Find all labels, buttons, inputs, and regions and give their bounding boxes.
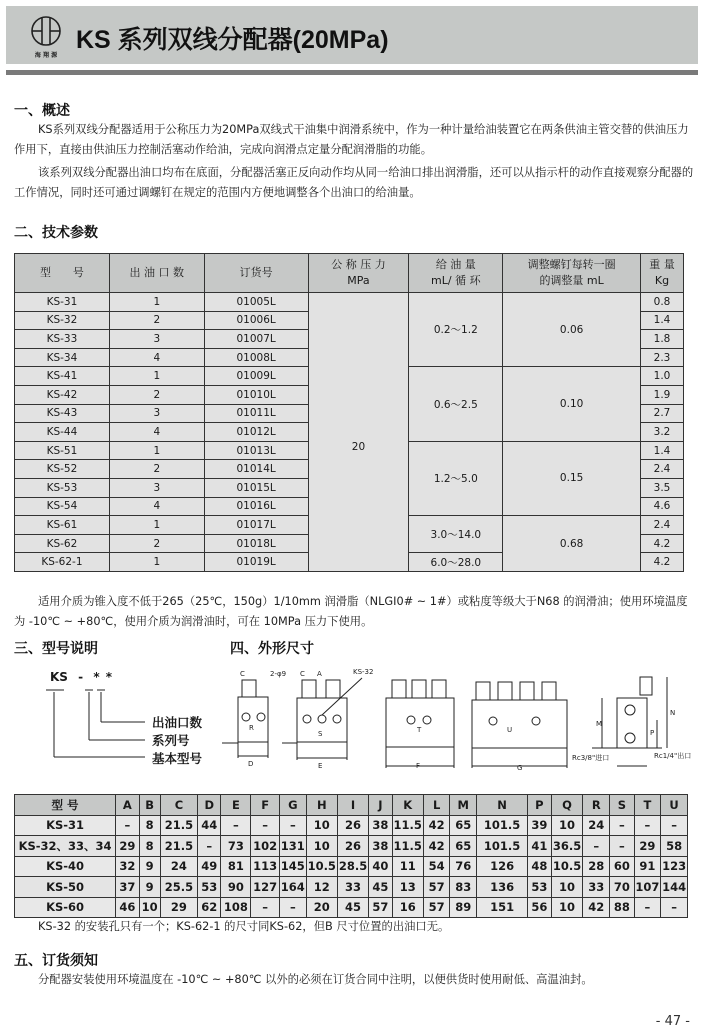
dimension-drawings <box>222 660 704 772</box>
logo-caption: 海 翔 源 <box>34 52 58 59</box>
cell-order-no: 01014L <box>204 460 308 479</box>
weight-unit: Kg <box>654 274 670 287</box>
dim-cell-value: 45 <box>337 897 368 918</box>
dim-table-row <box>15 815 688 836</box>
dim-cell-value: 40 <box>369 856 392 877</box>
dim-cell-value: 11.5 <box>392 836 423 857</box>
cell-order-no: 01016L <box>204 497 308 516</box>
hole-label: 2-φ9 <box>270 670 287 678</box>
dim-col-header-l: L <box>423 795 450 816</box>
dim-cell-value: 131 <box>280 836 307 857</box>
dim-cell-value: 53 <box>528 877 551 898</box>
dim-cell-value: 29 <box>634 836 661 857</box>
dim-col-header-q: Q <box>551 795 583 816</box>
weight-label: 重 量 <box>649 258 675 271</box>
cell-order-no: 01017L <box>204 516 308 535</box>
col-header-model: 型 号 <box>15 254 110 293</box>
dim-cell-value: 53 <box>198 877 221 898</box>
cell-feed-range: 1.2～5.0 <box>409 441 503 515</box>
cell-model: KS-61 <box>15 516 110 535</box>
cell-order-no: 01011L <box>204 404 308 423</box>
dim-cell-value: 8 <box>139 815 160 836</box>
cell-order-no: 01012L <box>204 423 308 442</box>
dim-cell-value: 89 <box>450 897 477 918</box>
dim-cell-value: 29 <box>160 897 197 918</box>
cell-order-no: 01010L <box>204 385 308 404</box>
dim-label-c1: C <box>240 670 245 678</box>
label-series: 系列号 <box>152 733 190 748</box>
cell-weight: 1.8 <box>641 330 684 349</box>
dim-cell-value: 62 <box>198 897 221 918</box>
dim-col-header-j: J <box>369 795 392 816</box>
dim-col-header-t: T <box>634 795 661 816</box>
cell-model: KS-62 <box>15 534 110 553</box>
dim-cell-value: 151 <box>477 897 528 918</box>
dim-label-p: P <box>650 729 655 737</box>
dim-col-header-f: F <box>251 795 280 816</box>
dim-cell-value: 127 <box>251 877 280 898</box>
ordering-heading: 五、订货须知 <box>14 953 98 969</box>
dim-cell-value: 10 <box>551 897 583 918</box>
dim-cell-value: 107 <box>634 877 661 898</box>
dim-cell-value: 28.5 <box>337 856 368 877</box>
dim-col-header-model: 型 号 <box>15 795 116 816</box>
dim-col-header-c: C <box>160 795 197 816</box>
model-desc-heading: 三、型号说明 <box>14 641 98 657</box>
dim-cell-value: 37 <box>116 877 139 898</box>
adjust-unit: 的调整量 mL <box>539 274 604 287</box>
cell-model: KS-51 <box>15 441 110 460</box>
tech-params-heading: 二、技术参数 <box>14 225 98 241</box>
dim-cell-value: 57 <box>369 897 392 918</box>
dim-label-e: E <box>318 762 323 770</box>
label-outlets: 出油口数 <box>152 715 203 730</box>
dim-cell-value: – <box>221 815 251 836</box>
dim-col-header-s: S <box>610 795 634 816</box>
dim-cell-value: 10.5 <box>306 856 337 877</box>
cell-outlets: 4 <box>109 348 204 367</box>
cell-model: KS-42 <box>15 385 110 404</box>
cell-model: KS-34 <box>15 348 110 367</box>
dim-col-header-a: A <box>116 795 139 816</box>
dim-cell-value: 32 <box>116 856 139 877</box>
drawing-ks33 <box>386 680 454 768</box>
dim-cell-value: 83 <box>450 877 477 898</box>
dim-cell-value: 46 <box>116 897 139 918</box>
dim-cell-value: 20 <box>306 897 337 918</box>
cell-order-no: 01019L <box>204 553 308 572</box>
dim-cell-value: – <box>251 815 280 836</box>
dim-cell-value: – <box>661 897 688 918</box>
cell-feed-range: 0.2～1.2 <box>409 293 503 367</box>
dim-cell-value: 21.5 <box>160 815 197 836</box>
dim-cell-value: 38 <box>369 815 392 836</box>
overview-para-1: KS系列双线分配器适用于公称压力为20MPa双线式干油集中润滑系统中，作为一种计量给油装置它在两条供油主管交替的供油压力作用下，直接由供油压力控制活塞动作给油，完成向润滑点定量分配润滑脂的功能。 <box>14 123 689 156</box>
dim-label-r: R <box>249 724 254 732</box>
cell-order-no: 01013L <box>204 441 308 460</box>
cell-model: KS-54 <box>15 497 110 516</box>
dim-cell-value: – <box>583 836 610 857</box>
dim-cell-value: 24 <box>583 815 610 836</box>
cell-feed-range: 6.0～28.0 <box>409 553 503 572</box>
code-prefix: KS <box>50 670 68 684</box>
outlet-label: Rc1/4"出口 <box>654 752 692 760</box>
cell-outlets: 2 <box>109 311 204 330</box>
dim-cell-value: 26 <box>337 815 368 836</box>
cell-weight: 0.8 <box>641 293 684 312</box>
dim-table-row <box>15 856 688 877</box>
dim-cell-value: 58 <box>661 836 688 857</box>
col-header-order-no: 订货号 <box>204 254 308 293</box>
dim-cell-value: 48 <box>528 856 551 877</box>
cell-weight: 2.3 <box>641 348 684 367</box>
cell-weight: 4.6 <box>641 497 684 516</box>
dim-cell-value: – <box>280 815 307 836</box>
col-header-pressure <box>308 254 409 293</box>
dim-cell-value: 21.5 <box>160 836 197 857</box>
header-divider <box>6 70 698 75</box>
dim-label-s: S <box>318 730 323 738</box>
dim-cell-value: 11 <box>392 856 423 877</box>
dim-col-header-g: G <box>280 795 307 816</box>
dim-cell-value: 42 <box>423 815 450 836</box>
cell-model: KS-62-1 <box>15 553 110 572</box>
cell-weight: 2.4 <box>641 460 684 479</box>
dim-cell-value: – <box>661 815 688 836</box>
dim-cell-model: KS-32、33、34 <box>15 836 116 857</box>
cell-outlets: 4 <box>109 497 204 516</box>
overview-heading: 一、概述 <box>14 103 70 119</box>
dim-cell-value: 76 <box>450 856 477 877</box>
dim-cell-value: 9 <box>139 877 160 898</box>
dim-col-header-m: M <box>450 795 477 816</box>
dim-cell-value: 28 <box>583 856 610 877</box>
dim-cell-value: – <box>198 836 221 857</box>
inlet-label: Rc3/8"进口 <box>572 754 610 762</box>
overview-para-2: 该系列双线分配器出油口均布在底面，分配器活塞正反向动作均从同一给油口排出润滑脂，还可以从指示杆的动作直接观察分配器的工作情况，同时还可通过调螺钉在规定的范围内方便地调整各个出油口的给油量。 <box>14 166 694 199</box>
cell-outlets: 2 <box>109 385 204 404</box>
cell-outlets: 1 <box>109 441 204 460</box>
cell-outlets: 1 <box>109 293 204 312</box>
col-header-outlets: 出 油 口 数 <box>109 254 204 293</box>
dim-cell-value: 70 <box>610 877 634 898</box>
dim-cell-value: 81 <box>221 856 251 877</box>
dim-cell-value: 113 <box>251 856 280 877</box>
cell-adjust: 0.68 <box>503 516 641 572</box>
ks32-label: KS-32 <box>353 668 374 676</box>
dim-col-header-b: B <box>139 795 160 816</box>
dim-cell-value: 57 <box>423 897 450 918</box>
dim-cell-value: 10.5 <box>551 856 583 877</box>
medium-note: 适用介质为锥入度不低于265（25℃，150g）1/10mm 润滑脂（NLGI0# ~ 1#）或粘度等级大于N68 的润滑油；使用环境温度为 -10℃ ~ +80℃，使用介质为润滑油时，可在 10MPa 压力下使用。 <box>14 595 688 628</box>
dim-table-header-row <box>15 795 688 816</box>
dim-cell-value: 41 <box>528 836 551 857</box>
cell-weight: 1.4 <box>641 441 684 460</box>
dim-cell-value: 10 <box>139 897 160 918</box>
dim-cell-value: 65 <box>450 836 477 857</box>
tech-params-table <box>14 253 684 572</box>
dim-cell-model: KS-60 <box>15 897 116 918</box>
cell-weight: 1.0 <box>641 367 684 386</box>
dim-label-t: T <box>417 726 422 734</box>
dim-table-row <box>15 877 688 898</box>
cell-model: KS-53 <box>15 478 110 497</box>
cell-model: KS-33 <box>15 330 110 349</box>
cell-weight: 4.2 <box>641 553 684 572</box>
pressure-label: 公 称 压 力 <box>331 258 386 271</box>
dim-cell-value: 10 <box>551 877 583 898</box>
dim-col-header-u: U <box>661 795 688 816</box>
dim-cell-value: 102 <box>251 836 280 857</box>
cell-order-no: 01007L <box>204 330 308 349</box>
dim-label-a2: A <box>317 670 322 678</box>
dim-cell-value: 39 <box>528 815 551 836</box>
cell-outlets: 4 <box>109 423 204 442</box>
dim-cell-value: 101.5 <box>477 815 528 836</box>
code-outlets-placeholder: * <box>105 670 113 684</box>
page-number: - 47 - <box>655 1014 690 1029</box>
cell-weight: 2.4 <box>641 516 684 535</box>
cell-weight: 3.2 <box>641 423 684 442</box>
dim-cell-value: 8 <box>139 836 160 857</box>
dim-cell-model: KS-50 <box>15 877 116 898</box>
table-row <box>15 293 684 312</box>
table-header-row <box>15 254 684 293</box>
dim-cell-value: 11.5 <box>392 815 423 836</box>
cell-outlets: 2 <box>109 460 204 479</box>
feed-unit: mL/ 循 环 <box>431 274 481 287</box>
dim-cell-value: 90 <box>221 877 251 898</box>
dim-table-row <box>15 836 688 857</box>
dim-cell-value: – <box>634 897 661 918</box>
cell-model: KS-31 <box>15 293 110 312</box>
cell-outlets: 1 <box>109 367 204 386</box>
dim-cell-value: 123 <box>661 856 688 877</box>
dim-cell-value: 73 <box>221 836 251 857</box>
dim-cell-value: 56 <box>528 897 551 918</box>
dim-cell-value: 36.5 <box>551 836 583 857</box>
dim-col-header-p: P <box>528 795 551 816</box>
dim-cell-value: – <box>610 815 634 836</box>
dim-cell-value: – <box>280 897 307 918</box>
cell-weight: 1.4 <box>641 311 684 330</box>
feed-label: 给 油 量 <box>435 258 476 271</box>
cell-order-no: 01009L <box>204 367 308 386</box>
dim-cell-value: 38 <box>369 836 392 857</box>
cell-order-no: 01005L <box>204 293 308 312</box>
dim-col-header-h: H <box>306 795 337 816</box>
dim-cell-value: 12 <box>306 877 337 898</box>
drawing-ks32 <box>282 678 362 760</box>
dim-cell-model: KS-40 <box>15 856 116 877</box>
pressure-unit: MPa <box>347 274 370 287</box>
dim-cell-value: – <box>610 836 634 857</box>
dim-label-d: D <box>248 760 254 768</box>
ordering-text: 分配器安装使用环境温度在 -10℃ ~ +80℃ 以外的必须在订货合同中注明，以便供货时使用耐低、高温油封。 <box>38 973 593 986</box>
dim-label-f: F <box>416 762 421 770</box>
col-header-adjust <box>503 254 641 293</box>
dim-cell-value: 33 <box>583 877 610 898</box>
dim-table-row <box>15 897 688 918</box>
dimensions-heading: 四、外形尺寸 <box>230 641 314 657</box>
dim-cell-value: 136 <box>477 877 528 898</box>
dim-cell-value: 13 <box>392 877 423 898</box>
dim-cell-value: 10 <box>551 815 583 836</box>
dim-cell-value: 145 <box>280 856 307 877</box>
dim-cell-value: 126 <box>477 856 528 877</box>
drawing-ks31 <box>222 680 268 758</box>
code-dash: - <box>78 670 84 684</box>
dim-cell-value: 9 <box>139 856 160 877</box>
dim-label-m: M <box>596 720 603 728</box>
cell-outlets: 3 <box>109 478 204 497</box>
dim-cell-value: 10 <box>306 836 337 857</box>
cell-outlets: 2 <box>109 534 204 553</box>
dim-col-header-d: D <box>198 795 221 816</box>
dim-col-header-k: K <box>392 795 423 816</box>
dim-cell-value: 33 <box>337 877 368 898</box>
dimensions-table <box>14 794 688 918</box>
dim-cell-value: 29 <box>116 836 139 857</box>
cell-weight: 2.7 <box>641 404 684 423</box>
cell-model: KS-52 <box>15 460 110 479</box>
model-code <box>50 670 112 684</box>
dim-cell-value: 24 <box>160 856 197 877</box>
dim-col-header-r: R <box>583 795 610 816</box>
cell-weight: 3.5 <box>641 478 684 497</box>
cell-order-no: 01008L <box>204 348 308 367</box>
dimensions-note: KS-32 的安装孔只有一个；KS-62-1 的尺寸同KS-62，但B 尺寸位置的出油口无。 <box>38 920 450 933</box>
page-title: KS 系列双线分配器(20MPa) <box>76 26 389 54</box>
dim-cell-value: 101.5 <box>477 836 528 857</box>
dim-cell-value: – <box>116 815 139 836</box>
cell-outlets: 3 <box>109 330 204 349</box>
cell-adjust: 0.06 <box>503 293 641 367</box>
col-header-feed <box>409 254 503 293</box>
dim-cell-value: 44 <box>198 815 221 836</box>
dim-cell-value: – <box>251 897 280 918</box>
dim-col-header-i: I <box>337 795 368 816</box>
dim-label-u: U <box>507 726 513 734</box>
cell-outlets: 1 <box>109 516 204 535</box>
dim-cell-value: 25.5 <box>160 877 197 898</box>
dim-cell-value: 91 <box>634 856 661 877</box>
drawing-ks34 <box>472 682 567 768</box>
cell-pressure: 20 <box>308 293 409 572</box>
cell-order-no: 01015L <box>204 478 308 497</box>
dim-label-g: G <box>517 764 523 772</box>
cell-weight: 4.2 <box>641 534 684 553</box>
cell-outlets: 3 <box>109 404 204 423</box>
dim-cell-value: 42 <box>423 836 450 857</box>
col-header-weight <box>641 254 684 293</box>
cell-adjust: 0.15 <box>503 441 641 515</box>
dim-col-header-e: E <box>221 795 251 816</box>
cell-model: KS-32 <box>15 311 110 330</box>
cell-order-no: 01018L <box>204 534 308 553</box>
dim-cell-value: 108 <box>221 897 251 918</box>
cell-model: KS-43 <box>15 404 110 423</box>
dim-cell-value: 54 <box>423 856 450 877</box>
dim-cell-value: 45 <box>369 877 392 898</box>
dim-cell-value: 10 <box>306 815 337 836</box>
code-series-placeholder: * <box>93 670 100 684</box>
dim-cell-value: – <box>634 815 661 836</box>
cell-adjust: 0.10 <box>503 367 641 441</box>
dim-cell-value: 164 <box>280 877 307 898</box>
dim-cell-value: 26 <box>337 836 368 857</box>
dim-cell-value: 49 <box>198 856 221 877</box>
dim-cell-value: 16 <box>392 897 423 918</box>
label-basic-model: 基本型号 <box>152 751 203 766</box>
cell-feed-range: 0.6～2.5 <box>409 367 503 441</box>
dim-label-n: N <box>670 709 676 717</box>
dim-label-c2: C <box>300 670 305 678</box>
page-header <box>6 6 698 64</box>
dim-cell-value: 144 <box>661 877 688 898</box>
cell-order-no: 01006L <box>204 311 308 330</box>
cell-outlets: 1 <box>109 553 204 572</box>
dim-cell-value: 60 <box>610 856 634 877</box>
dim-cell-model: KS-31 <box>15 815 116 836</box>
dim-col-header-n: N <box>477 795 528 816</box>
cell-model: KS-41 <box>15 367 110 386</box>
dim-cell-value: 42 <box>583 897 610 918</box>
adjust-label: 调整螺钉每转一圈 <box>527 258 616 271</box>
cell-weight: 1.9 <box>641 385 684 404</box>
dim-cell-value: 88 <box>610 897 634 918</box>
dim-cell-value: 65 <box>450 815 477 836</box>
cell-model: KS-44 <box>15 423 110 442</box>
dim-cell-value: 57 <box>423 877 450 898</box>
cell-feed-range: 3.0～14.0 <box>409 516 503 553</box>
